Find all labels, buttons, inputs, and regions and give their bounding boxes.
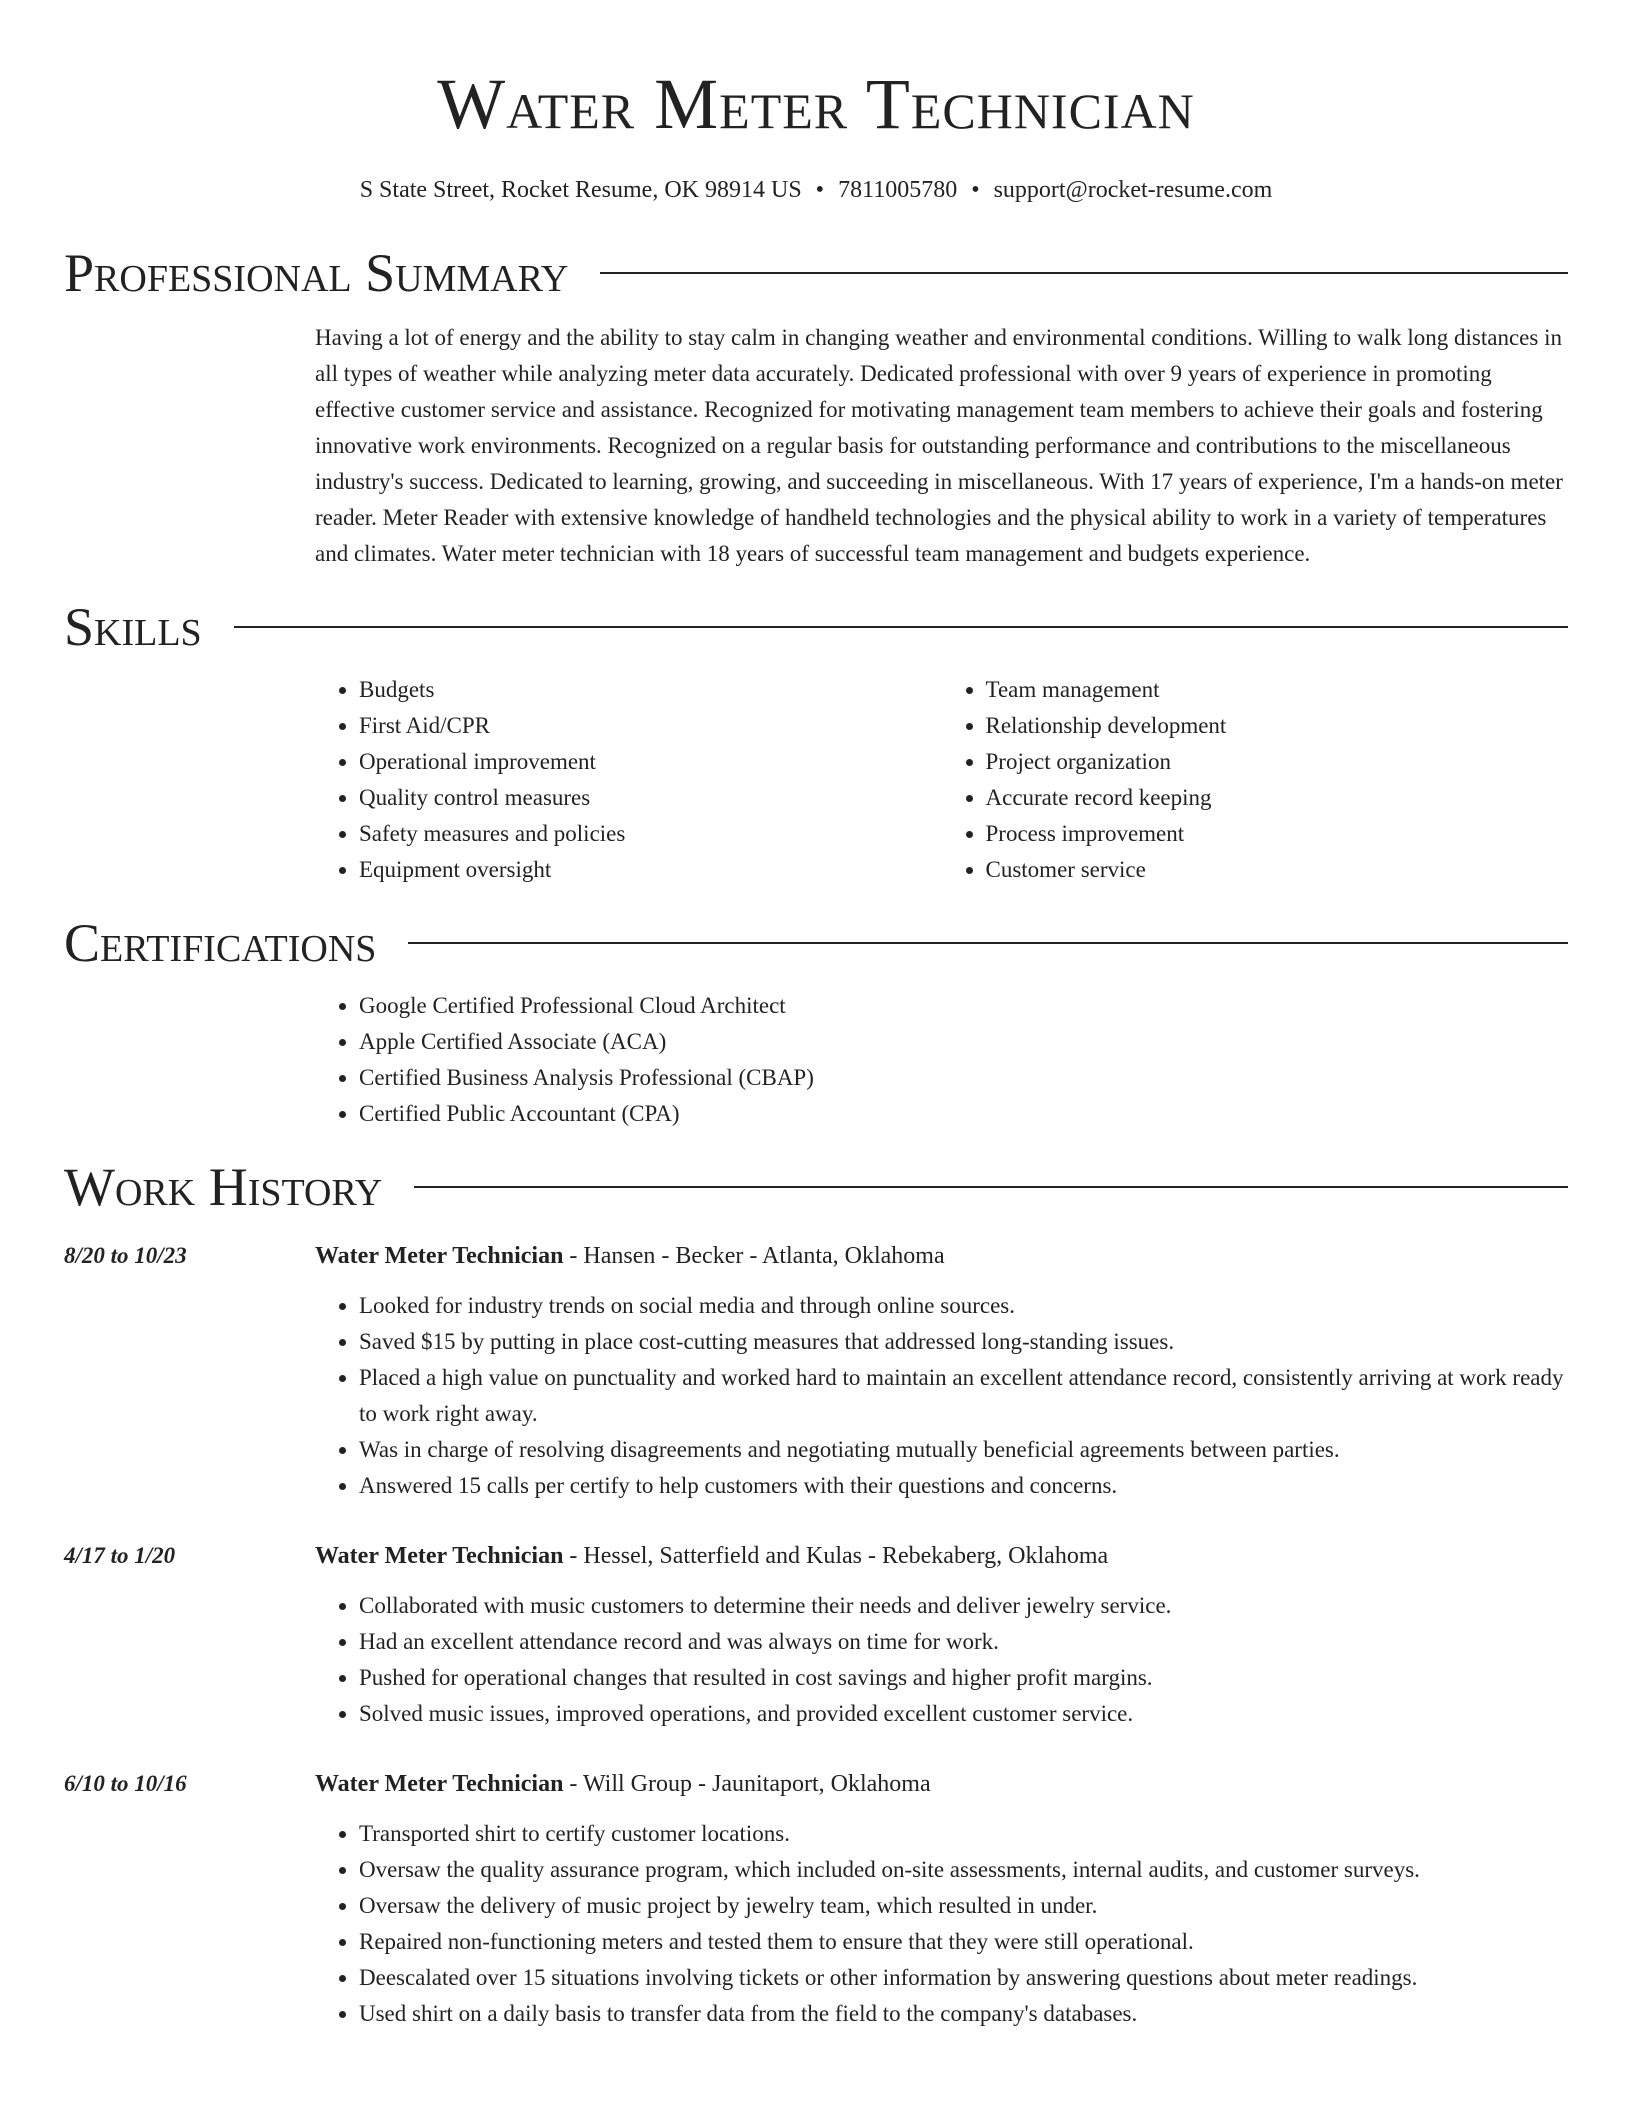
certification-item: • Apple Certified Associate (ACA) xyxy=(359,1024,1568,1060)
job-bullet: • Pushed for operational changes that resulted in cost savings and higher profit margins. xyxy=(359,1660,1568,1696)
certification-item: • Certified Business Analysis Professional (CBAP) xyxy=(359,1060,1568,1096)
skill-item: • Team management xyxy=(986,672,1569,708)
summary-text: Having a lot of energy and the ability to stay calm in changing weather and environmental conditions. Willing to walk long distances in all types of weather while analyzing meter data accurately. Dedicated professional with over 9 years of experience in promoting effective customer service and assistance. Recognized for motivating management team members to achieve their goals and fostering innovative work environments. Recognized on a regular basis for outstanding performance and contributions to the miscellaneous industry's success. Dedicated to learning, growing, and succeeding in miscellaneous. With 17 years of experience, I'm a hands-on meter reader. Meter Reader with extensive knowledge of handheld technologies and the physical ability to work in a variety of temperatures and climates. Water meter technician with 18 years of successful team management and budgets experience. xyxy=(315,325,1563,566)
job-heading xyxy=(315,1534,1568,1574)
skill-item: • Accurate record keeping xyxy=(986,780,1569,816)
job-dates: 6/10 to 10/16 xyxy=(64,1771,187,1796)
job-bullet: • Oversaw the delivery of music project by jewelry team, which resulted in under. xyxy=(359,1888,1568,1924)
certifications-section xyxy=(64,908,1568,1132)
skills-body xyxy=(315,672,1568,888)
resume-name: Water Meter Technician xyxy=(437,64,1195,144)
job-employer: - Hansen - Becker - Atlanta, Oklahoma xyxy=(563,1243,945,1269)
skill-item: • Quality control measures xyxy=(359,780,942,816)
job-title: Water Meter Technician xyxy=(315,1543,564,1569)
job-bullets xyxy=(315,1588,1568,1732)
job-details xyxy=(315,1762,1568,2032)
section-divider xyxy=(408,942,1568,944)
job-bullet: • Deescalated over 15 situations involving tickets or other information by answering questions about meter readings. xyxy=(359,1960,1568,1996)
job-bullet: • Was in charge of resolving disagreements and negotiating mutually beneficial agreements between parties. xyxy=(359,1432,1568,1468)
skill-item: • Equipment oversight xyxy=(359,852,942,888)
certifications-list xyxy=(315,988,1568,1132)
job-bullet: • Collaborated with music customers to determine their needs and deliver jewelry service. xyxy=(359,1588,1568,1624)
skills-heading xyxy=(64,592,1568,662)
contact-line xyxy=(64,174,1568,206)
job-bullet: • Looked for industry trends on social media and through online sources. xyxy=(359,1288,1568,1324)
skills-list-left xyxy=(315,672,942,888)
certifications-body xyxy=(315,988,1568,1132)
skill-item: • Project organization xyxy=(986,744,1569,780)
contact-separator: • xyxy=(971,177,980,203)
job-details xyxy=(315,1234,1568,1504)
section-title: Work History xyxy=(64,1157,383,1217)
job-heading xyxy=(315,1762,1568,1802)
work-history-section xyxy=(64,1152,1568,2032)
skill-item: • Operational improvement xyxy=(359,744,942,780)
job-employer: - Hessel, Satterfield and Kulas - Rebekaberg, Oklahoma xyxy=(563,1543,1109,1569)
job-entry xyxy=(64,1534,1568,1732)
summary-section xyxy=(64,238,1568,572)
skill-item: • Customer service xyxy=(986,852,1569,888)
certification-item: • Google Certified Professional Cloud Architect xyxy=(359,988,1568,1024)
job-bullet: • Placed a high value on punctuality and worked hard to maintain an excellent attendance record, consistently arriving at work ready to work right away. xyxy=(359,1360,1568,1432)
job-bullet: • Used shirt on a daily basis to transfer data from the field to the company's databases. xyxy=(359,1996,1568,2032)
section-title: Skills xyxy=(64,597,202,657)
job-bullet: • Solved music issues, improved operations, and provided excellent customer service. xyxy=(359,1696,1568,1732)
section-title: Certifications xyxy=(64,913,377,973)
job-bullet: • Had an excellent attendance record and was always on time for work. xyxy=(359,1624,1568,1660)
job-dates: 8/20 to 10/23 xyxy=(64,1243,187,1268)
skill-item: • Safety measures and policies xyxy=(359,816,942,852)
skill-item: • Relationship development xyxy=(986,708,1569,744)
job-details xyxy=(315,1534,1568,1732)
contact-address: S State Street, Rocket Resume, OK 98914 US xyxy=(359,177,802,203)
job-dates: 4/17 to 1/20 xyxy=(64,1543,176,1568)
section-divider xyxy=(414,1186,1568,1188)
job-bullet: • Repaired non-functioning meters and tested them to ensure that they were still operational. xyxy=(359,1924,1568,1960)
summary-heading xyxy=(64,238,1568,308)
skill-item: • Process improvement xyxy=(986,816,1569,852)
job-title: Water Meter Technician xyxy=(315,1243,564,1269)
job-bullet: • Oversaw the quality assurance program, which included on-site assessments, internal audits, and customer surveys. xyxy=(359,1852,1568,1888)
job-heading xyxy=(315,1234,1568,1274)
certification-item: • Certified Public Accountant (CPA) xyxy=(359,1096,1568,1132)
job-bullets xyxy=(315,1288,1568,1504)
job-employer: - Will Group - Jaunitaport, Oklahoma xyxy=(563,1771,931,1797)
job-bullets xyxy=(315,1816,1568,2032)
summary-body xyxy=(315,320,1568,572)
job-bullet: • Answered 15 calls per certify to help customers with their questions and concerns. xyxy=(359,1468,1568,1504)
job-entry xyxy=(64,1762,1568,2032)
section-divider xyxy=(234,626,1568,628)
section-divider xyxy=(600,272,1568,274)
job-title: Water Meter Technician xyxy=(315,1771,564,1797)
job-bullet: • Transported shirt to certify customer locations. xyxy=(359,1816,1568,1852)
section-title: Professional Summary xyxy=(64,243,569,303)
certifications-heading xyxy=(64,908,1568,978)
skills-list-right xyxy=(942,672,1569,888)
skill-item: • Budgets xyxy=(359,672,942,708)
contact-email: support@rocket-resume.com xyxy=(993,177,1273,203)
job-bullet: • Saved $15 by putting in place cost-cutting measures that addressed long-standing issues. xyxy=(359,1324,1568,1360)
contact-phone: 7811005780 xyxy=(838,177,958,203)
work-history-heading xyxy=(64,1152,1568,1222)
skills-columns xyxy=(315,672,1568,888)
skill-item: • First Aid/CPR xyxy=(359,708,942,744)
job-entry xyxy=(64,1234,1568,1504)
contact-separator: • xyxy=(815,177,825,203)
skills-section xyxy=(64,592,1568,888)
